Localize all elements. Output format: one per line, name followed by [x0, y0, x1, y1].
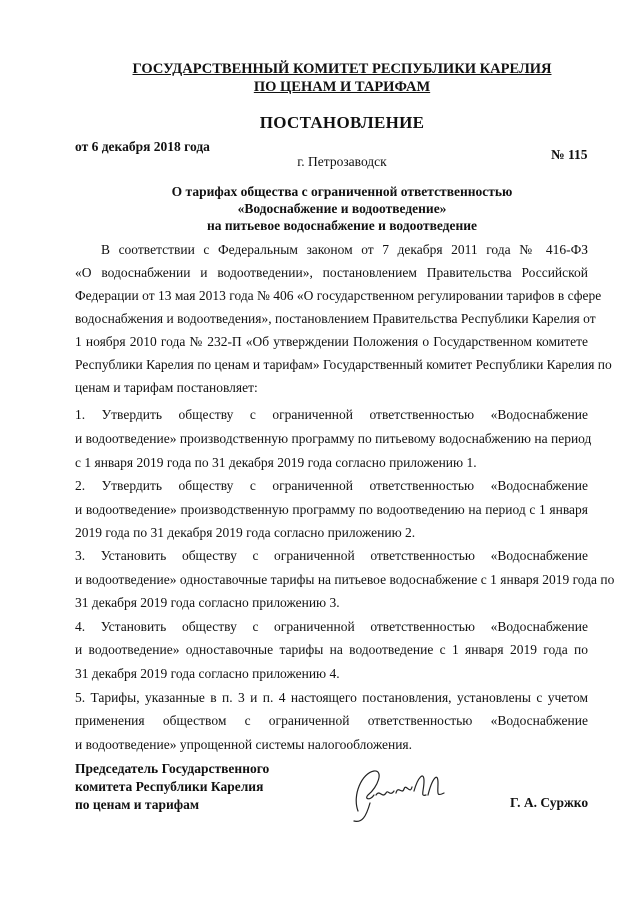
body-line: Федерации от 13 мая 2013 года № 406 «О государственном регулировании тарифов в сфере	[75, 288, 602, 303]
signatory-position-line-2: комитета Республики Карелия	[75, 779, 264, 794]
body-line: и водоотведение» производственную программу по питьевому водоснабжению на период	[75, 431, 592, 446]
body-line: ценам и тарифам постановляет:	[75, 380, 258, 395]
signatory-position-line-3: по ценам и тарифам	[75, 797, 200, 812]
body-line: и водоотведение» одноставочные тарифы на водоотведение с 1 января 2019 года по	[75, 642, 588, 657]
body-line: и водоотведение» упрощенной системы налогообложения.	[75, 737, 412, 752]
body-line: В соответствии с Федеральным законом от 7 декабря 2011 года № 416-ФЗ	[101, 242, 588, 257]
body-line: 4. Установить обществу с ограниченной ответственностью «Водоснабжение	[75, 619, 588, 634]
body-line: с 1 января 2019 года по 31 декабря 2019 года согласно приложению 1.	[75, 455, 477, 470]
body-line: и водоотведение» производственную программу по водоотведению на период с 1 января	[75, 502, 588, 517]
body-line: 1. Утвердить обществу с ограниченной ответственностью «Водоснабжение	[75, 407, 588, 422]
body-line: 5. Тарифы, указанные в п. 3 и п. 4 настоящего постановления, установлены с учетом	[75, 690, 588, 705]
body-line: 31 декабря 2019 года согласно приложению 3.	[75, 595, 340, 610]
subject-line-2: «Водоснабжение и водоотведение»	[237, 201, 447, 216]
document-date: от 6 декабря 2018 года	[75, 139, 210, 154]
subject-line-3: на питьевое водоснабжение и водоотведение	[206, 218, 478, 233]
document-city	[0, 154, 640, 170]
document-number: № 115	[551, 147, 588, 162]
body-line: 1 ноября 2010 года № 232-П «Об утверждении Положения о Государственном комитете	[75, 334, 588, 349]
city-text: г. Петрозаводск	[297, 154, 387, 169]
org-name-line-1: ГОСУДАРСТВЕННЫЙ КОМИТЕТ РЕСПУБЛИКИ КАРЕЛИЯ	[132, 61, 552, 77]
signatory-position	[75, 760, 269, 814]
body-line: 2. Утвердить обществу с ограниченной ответственностью «Водоснабжение	[75, 478, 588, 493]
signatory-name: Г. А. Суржко	[510, 795, 589, 810]
body-line: Республики Карелия по ценам и тарифам» Государственный комитет Республики Карелия по	[75, 357, 612, 372]
signatory-position-line-1: Председатель Государственного	[75, 761, 270, 776]
body-line: 2019 года по 31 декабря 2019 года согласно приложению 2.	[75, 525, 416, 540]
body-line: водоснабжения и водоотведения», постановлением Правительства Республики Карелия от	[75, 311, 596, 326]
body-line: и водоотведение» одноставочные тарифы на питьевое водоснабжение с 1 января 2019 года по	[75, 572, 615, 587]
body-line: 31 декабря 2019 года согласно приложению 4.	[75, 666, 340, 681]
org-name-line-2: ПО ЦЕНАМ И ТАРИФАМ	[253, 79, 431, 95]
body-line: применения обществом с ограниченной ответственностью «Водоснабжение	[75, 713, 588, 728]
subject-line-1: О тарифах общества с ограниченной ответственностью	[171, 184, 513, 199]
document-title: ПОСТАНОВЛЕНИЕ	[259, 113, 425, 132]
body-line: «О водоснабжении и водоотведении», постановлением Правительства Российской	[75, 265, 588, 280]
handwritten-signature-icon	[340, 765, 450, 825]
body-line: 3. Установить обществу с ограниченной ответственностью «Водоснабжение	[75, 548, 588, 563]
